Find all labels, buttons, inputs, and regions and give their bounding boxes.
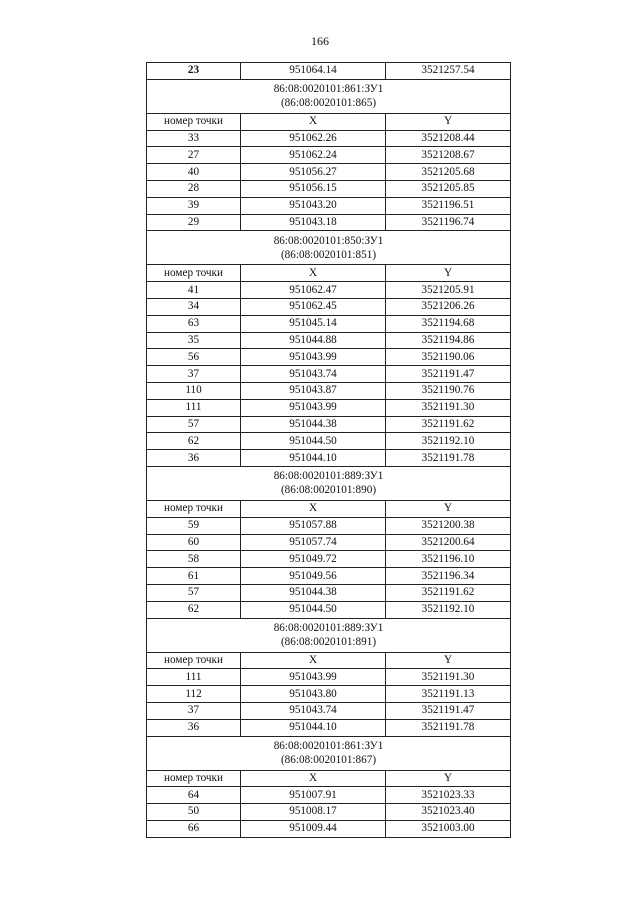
- point-number-cell: 40: [147, 164, 241, 181]
- point-number-header: номер точки: [147, 652, 241, 669]
- x-coordinate-cell: 951044.50: [241, 433, 386, 450]
- table-row: [147, 315, 511, 332]
- parcel-id: 86:08:0020101:889:ЗУ1: [273, 622, 384, 635]
- point-number-cell: 34: [147, 298, 241, 315]
- x-coordinate-cell: 951043.87: [241, 382, 386, 399]
- parent-parcel-id: (86:08:0020101:851): [280, 248, 377, 261]
- x-coordinate-cell: 951062.47: [241, 282, 386, 299]
- x-coordinate-cell: 951043.99: [241, 669, 386, 686]
- parcel-section-heading: [147, 231, 511, 265]
- point-number-cell: 28: [147, 180, 241, 197]
- table-row: [147, 349, 511, 366]
- table-row: [147, 214, 511, 231]
- y-coordinate-cell: 3521194.68: [386, 315, 511, 332]
- y-coordinate-cell: 3521191.47: [386, 366, 511, 383]
- table-row: [147, 433, 511, 450]
- x-coordinate-cell: 951043.99: [241, 349, 386, 366]
- x-coordinate-cell: 951057.74: [241, 534, 386, 551]
- x-header: X: [241, 265, 386, 282]
- table-row: [147, 332, 511, 349]
- parcel-id: 86:08:0020101:889:ЗУ1: [273, 470, 384, 483]
- table-row: [147, 164, 511, 181]
- x-coordinate-cell: 951062.45: [241, 298, 386, 315]
- parent-parcel-id: (86:08:0020101:865): [280, 97, 377, 110]
- x-coordinate-cell: 951056.27: [241, 164, 386, 181]
- point-number-cell: 62: [147, 433, 241, 450]
- table-row: [147, 669, 511, 686]
- table-row: [147, 787, 511, 804]
- table-row: [147, 147, 511, 164]
- column-header-row: [147, 500, 511, 517]
- table-row: [147, 702, 511, 719]
- parcel-id: 86:08:0020101:861:ЗУ1: [273, 740, 384, 752]
- point-number-cell: 61: [147, 568, 241, 585]
- x-coordinate-cell: 951044.10: [241, 719, 386, 736]
- x-header: X: [241, 652, 386, 669]
- point-number-header: номер точки: [147, 500, 241, 517]
- parent-parcel-id: (86:08:0020101:867): [280, 754, 377, 766]
- y-coordinate-cell: 3521208.44: [386, 130, 511, 147]
- column-header-row: [147, 265, 511, 282]
- y-coordinate-cell: 3521190.76: [386, 382, 511, 399]
- table-row: [147, 804, 511, 821]
- y-header: Y: [386, 265, 511, 282]
- x-coordinate-cell: 951044.38: [241, 416, 386, 433]
- column-header-row: [147, 652, 511, 669]
- y-coordinate-cell: 3521205.85: [386, 180, 511, 197]
- point-number-cell: 39: [147, 197, 241, 214]
- point-number-cell: 29: [147, 214, 241, 231]
- y-coordinate-cell: 3521257.54: [386, 63, 511, 80]
- point-number-cell: 56: [147, 349, 241, 366]
- point-number-cell: 50: [147, 804, 241, 821]
- point-number-cell: 63: [147, 315, 241, 332]
- table-row: [147, 382, 511, 399]
- point-number-cell: 57: [147, 416, 241, 433]
- y-coordinate-cell: 3521206.26: [386, 298, 511, 315]
- parcel-section-heading: [147, 79, 511, 113]
- y-coordinate-cell: 3521191.30: [386, 669, 511, 686]
- y-coordinate-cell: 3521196.74: [386, 214, 511, 231]
- point-number-cell: 112: [147, 686, 241, 703]
- y-coordinate-cell: 3521196.34: [386, 568, 511, 585]
- point-number-cell: 36: [147, 719, 241, 736]
- parcel-section-heading: [147, 466, 511, 500]
- y-coordinate-cell: 3521208.67: [386, 147, 511, 164]
- x-coordinate-cell: 951043.74: [241, 366, 386, 383]
- point-number-cell: 37: [147, 366, 241, 383]
- x-coordinate-cell: 951043.99: [241, 399, 386, 416]
- table-row: [147, 551, 511, 568]
- x-coordinate-cell: 951044.50: [241, 601, 386, 618]
- point-number-cell: 41: [147, 282, 241, 299]
- y-coordinate-cell: 3521194.86: [386, 332, 511, 349]
- table-row: [147, 568, 511, 585]
- y-coordinate-cell: 3521196.10: [386, 551, 511, 568]
- point-number-cell: 64: [147, 787, 241, 804]
- x-coordinate-cell: 951045.14: [241, 315, 386, 332]
- x-header: X: [241, 500, 386, 517]
- table-row: [147, 450, 511, 467]
- table-row: [147, 130, 511, 147]
- table-row: [147, 366, 511, 383]
- y-coordinate-cell: 3521191.62: [386, 416, 511, 433]
- page-number: 166: [311, 34, 329, 48]
- parcel-id: 86:08:0020101:861:ЗУ1: [273, 83, 384, 96]
- point-number-cell: 59: [147, 517, 241, 534]
- y-coordinate-cell: 3521191.78: [386, 719, 511, 736]
- x-coordinate-cell: 951057.88: [241, 517, 386, 534]
- y-coordinate-cell: 3521192.10: [386, 601, 511, 618]
- point-number-cell: 35: [147, 332, 241, 349]
- point-number-cell: 110: [147, 382, 241, 399]
- y-coordinate-cell: 3521205.68: [386, 164, 511, 181]
- x-coordinate-cell: 951064.14: [241, 63, 386, 80]
- parcel-title: [147, 618, 511, 652]
- table-row: [147, 820, 511, 837]
- x-coordinate-cell: 951043.20: [241, 197, 386, 214]
- x-coordinate-cell: 951056.15: [241, 180, 386, 197]
- y-coordinate-cell: 3521191.47: [386, 702, 511, 719]
- point-number-cell: 57: [147, 584, 241, 601]
- point-number-cell: 37: [147, 702, 241, 719]
- y-header: Y: [386, 652, 511, 669]
- table-row: [147, 416, 511, 433]
- x-coordinate-cell: 951062.26: [241, 130, 386, 147]
- table-row: [147, 584, 511, 601]
- y-header: Y: [386, 770, 511, 787]
- y-coordinate-cell: 3521003.00: [386, 820, 511, 837]
- table-row: [147, 517, 511, 534]
- point-number-header: номер точки: [147, 770, 241, 787]
- coordinates-table: [146, 62, 511, 838]
- table-row: [147, 63, 511, 80]
- parcel-section-heading: [147, 736, 511, 770]
- table-row: [147, 399, 511, 416]
- x-coordinate-cell: 951049.56: [241, 568, 386, 585]
- point-number-cell: 111: [147, 399, 241, 416]
- x-coordinate-cell: 951044.38: [241, 584, 386, 601]
- column-header-row: [147, 113, 511, 130]
- y-coordinate-cell: 3521191.78: [386, 450, 511, 467]
- y-coordinate-cell: 3521191.62: [386, 584, 511, 601]
- x-coordinate-cell: 951043.18: [241, 214, 386, 231]
- table-row: [147, 180, 511, 197]
- y-coordinate-cell: 3521023.40: [386, 804, 511, 821]
- parent-parcel-id: (86:08:0020101:890): [280, 484, 377, 497]
- parcel-title: [147, 231, 511, 265]
- y-coordinate-cell: 3521196.51: [386, 197, 511, 214]
- parcel-section-heading: [147, 618, 511, 652]
- column-header-row: [147, 770, 511, 787]
- table-row: [147, 686, 511, 703]
- x-header: X: [241, 113, 386, 130]
- y-coordinate-cell: 3521205.91: [386, 282, 511, 299]
- x-header: X: [241, 770, 386, 787]
- point-number-header: номер точки: [147, 265, 241, 282]
- y-coordinate-cell: 3521023.33: [386, 787, 511, 804]
- table-row: [147, 601, 511, 618]
- point-number-cell: 27: [147, 147, 241, 164]
- x-coordinate-cell: 951007.91: [241, 787, 386, 804]
- point-number-cell: 111: [147, 669, 241, 686]
- y-coordinate-cell: 3521191.30: [386, 399, 511, 416]
- point-number-cell: 62: [147, 601, 241, 618]
- table-row: [147, 534, 511, 551]
- parcel-id: 86:08:0020101:850:ЗУ1: [273, 234, 384, 247]
- table-row: [147, 298, 511, 315]
- parcel-title: [147, 466, 511, 500]
- y-coordinate-cell: 3521191.13: [386, 686, 511, 703]
- y-coordinate-cell: 3521200.64: [386, 534, 511, 551]
- point-number-cell: 66: [147, 820, 241, 837]
- point-number-cell: 60: [147, 534, 241, 551]
- point-number-cell: 23: [147, 63, 241, 80]
- parcel-title: [147, 736, 511, 770]
- parcel-title: [147, 79, 511, 113]
- table-row: [147, 197, 511, 214]
- y-coordinate-cell: 3521192.10: [386, 433, 511, 450]
- point-number-cell: 58: [147, 551, 241, 568]
- x-coordinate-cell: 951049.72: [241, 551, 386, 568]
- x-coordinate-cell: 951044.10: [241, 450, 386, 467]
- x-coordinate-cell: 951062.24: [241, 147, 386, 164]
- point-number-cell: 33: [147, 130, 241, 147]
- x-coordinate-cell: 951043.74: [241, 702, 386, 719]
- table-row: [147, 719, 511, 736]
- x-coordinate-cell: 951044.88: [241, 332, 386, 349]
- x-coordinate-cell: 951008.17: [241, 804, 386, 821]
- parent-parcel-id: (86:08:0020101:891): [280, 636, 377, 649]
- y-header: Y: [386, 113, 511, 130]
- y-coordinate-cell: 3521200.38: [386, 517, 511, 534]
- y-header: Y: [386, 500, 511, 517]
- table-row: [147, 282, 511, 299]
- point-number-header: номер точки: [147, 113, 241, 130]
- y-coordinate-cell: 3521190.06: [386, 349, 511, 366]
- x-coordinate-cell: 951009.44: [241, 820, 386, 837]
- x-coordinate-cell: 951043.80: [241, 686, 386, 703]
- point-number-cell: 36: [147, 450, 241, 467]
